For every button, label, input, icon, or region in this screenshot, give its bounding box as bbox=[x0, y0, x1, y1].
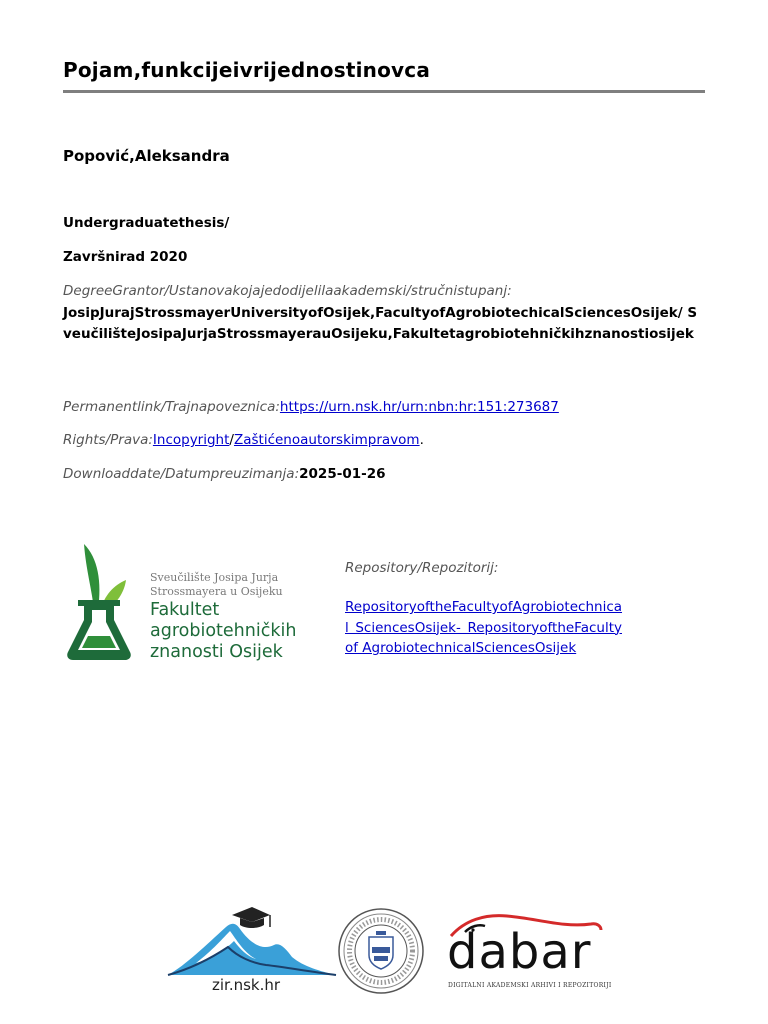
dabar-logo bbox=[445, 910, 612, 992]
university-seal-icon bbox=[336, 907, 426, 995]
flask-sprout-icon bbox=[64, 540, 134, 664]
rights-period: . bbox=[419, 432, 424, 448]
title-divider bbox=[63, 90, 705, 93]
faculty-logo-university-line2: Strossmayera u Osijeku bbox=[150, 585, 283, 598]
permalink-link[interactable]: https://urn.nsk.hr/urn:nbn:hr:151:273687 bbox=[279, 399, 559, 415]
permalink-row bbox=[63, 399, 559, 415]
download-date-label: Downloaddate/Datumpreuzimanja: bbox=[63, 466, 300, 482]
author-name: Popović,Aleksandra bbox=[63, 147, 230, 165]
zir-logo bbox=[166, 905, 338, 995]
download-date-value: 2025-01-26 bbox=[299, 466, 386, 482]
zir-logo-text: zir.nsk.hr bbox=[212, 976, 281, 994]
thesis-year: Završnirad 2020 bbox=[63, 249, 188, 265]
faculty-logo bbox=[64, 540, 316, 664]
rights-row bbox=[63, 432, 424, 448]
thesis-type: Undergraduatethesis/ bbox=[63, 215, 230, 231]
faculty-logo-name-line2: agrobiotehničkih bbox=[150, 621, 297, 641]
faculty-logo-university-line1: Sveučilište Josipa Jurja bbox=[150, 571, 279, 584]
degree-grantor-label: DegreeGrantor/Ustanovakojajedodijelilaakademski/stručnistupanj: bbox=[63, 283, 512, 299]
download-date-row bbox=[63, 466, 386, 482]
rights-link-in-copyright[interactable]: Incopyright bbox=[152, 432, 230, 448]
repository-link-block bbox=[345, 597, 622, 659]
rights-separator: / bbox=[229, 432, 234, 448]
permalink-label: Permanentlink/Trajnapoveznica: bbox=[63, 399, 280, 415]
repository-label: Repository/Repozitorij: bbox=[345, 560, 499, 576]
faculty-logo-name-line1: Fakultet bbox=[150, 600, 220, 620]
repository-link[interactable]: RepositoryoftheFacultyofAgrobiotechnical SciencesOsijek- RepositoryoftheFacultyof AgrobiotechnicalSciencesOsijek bbox=[345, 599, 623, 656]
page-title: Pojam,funkcijeivrijednostinovca bbox=[63, 58, 431, 82]
faculty-logo-name-line3: znanosti Osijek bbox=[150, 642, 283, 662]
mountain-graduation-cap-icon bbox=[166, 905, 338, 977]
rights-link-zasticeno[interactable]: Zaštićenoautorskimpravom bbox=[233, 432, 420, 448]
dabar-logo-subtitle: DIGITALNI AKADEMSKI ARHIVI I REPOZITORIJI bbox=[448, 982, 612, 989]
university-seal-logo bbox=[336, 907, 426, 995]
dabar-logo-text: dabar bbox=[447, 924, 592, 980]
rights-label: Rights/Prava: bbox=[63, 432, 153, 448]
degree-grantor-value: JosipJurajStrossmayerUniversityofOsijek,FacultyofAgrobiotechicalSciencesOsijek/ SveučilišteJosipaJurjaStrossmayerauOsijeku,Fakultetagrobiotehničkihznanostiosijek bbox=[63, 305, 698, 342]
